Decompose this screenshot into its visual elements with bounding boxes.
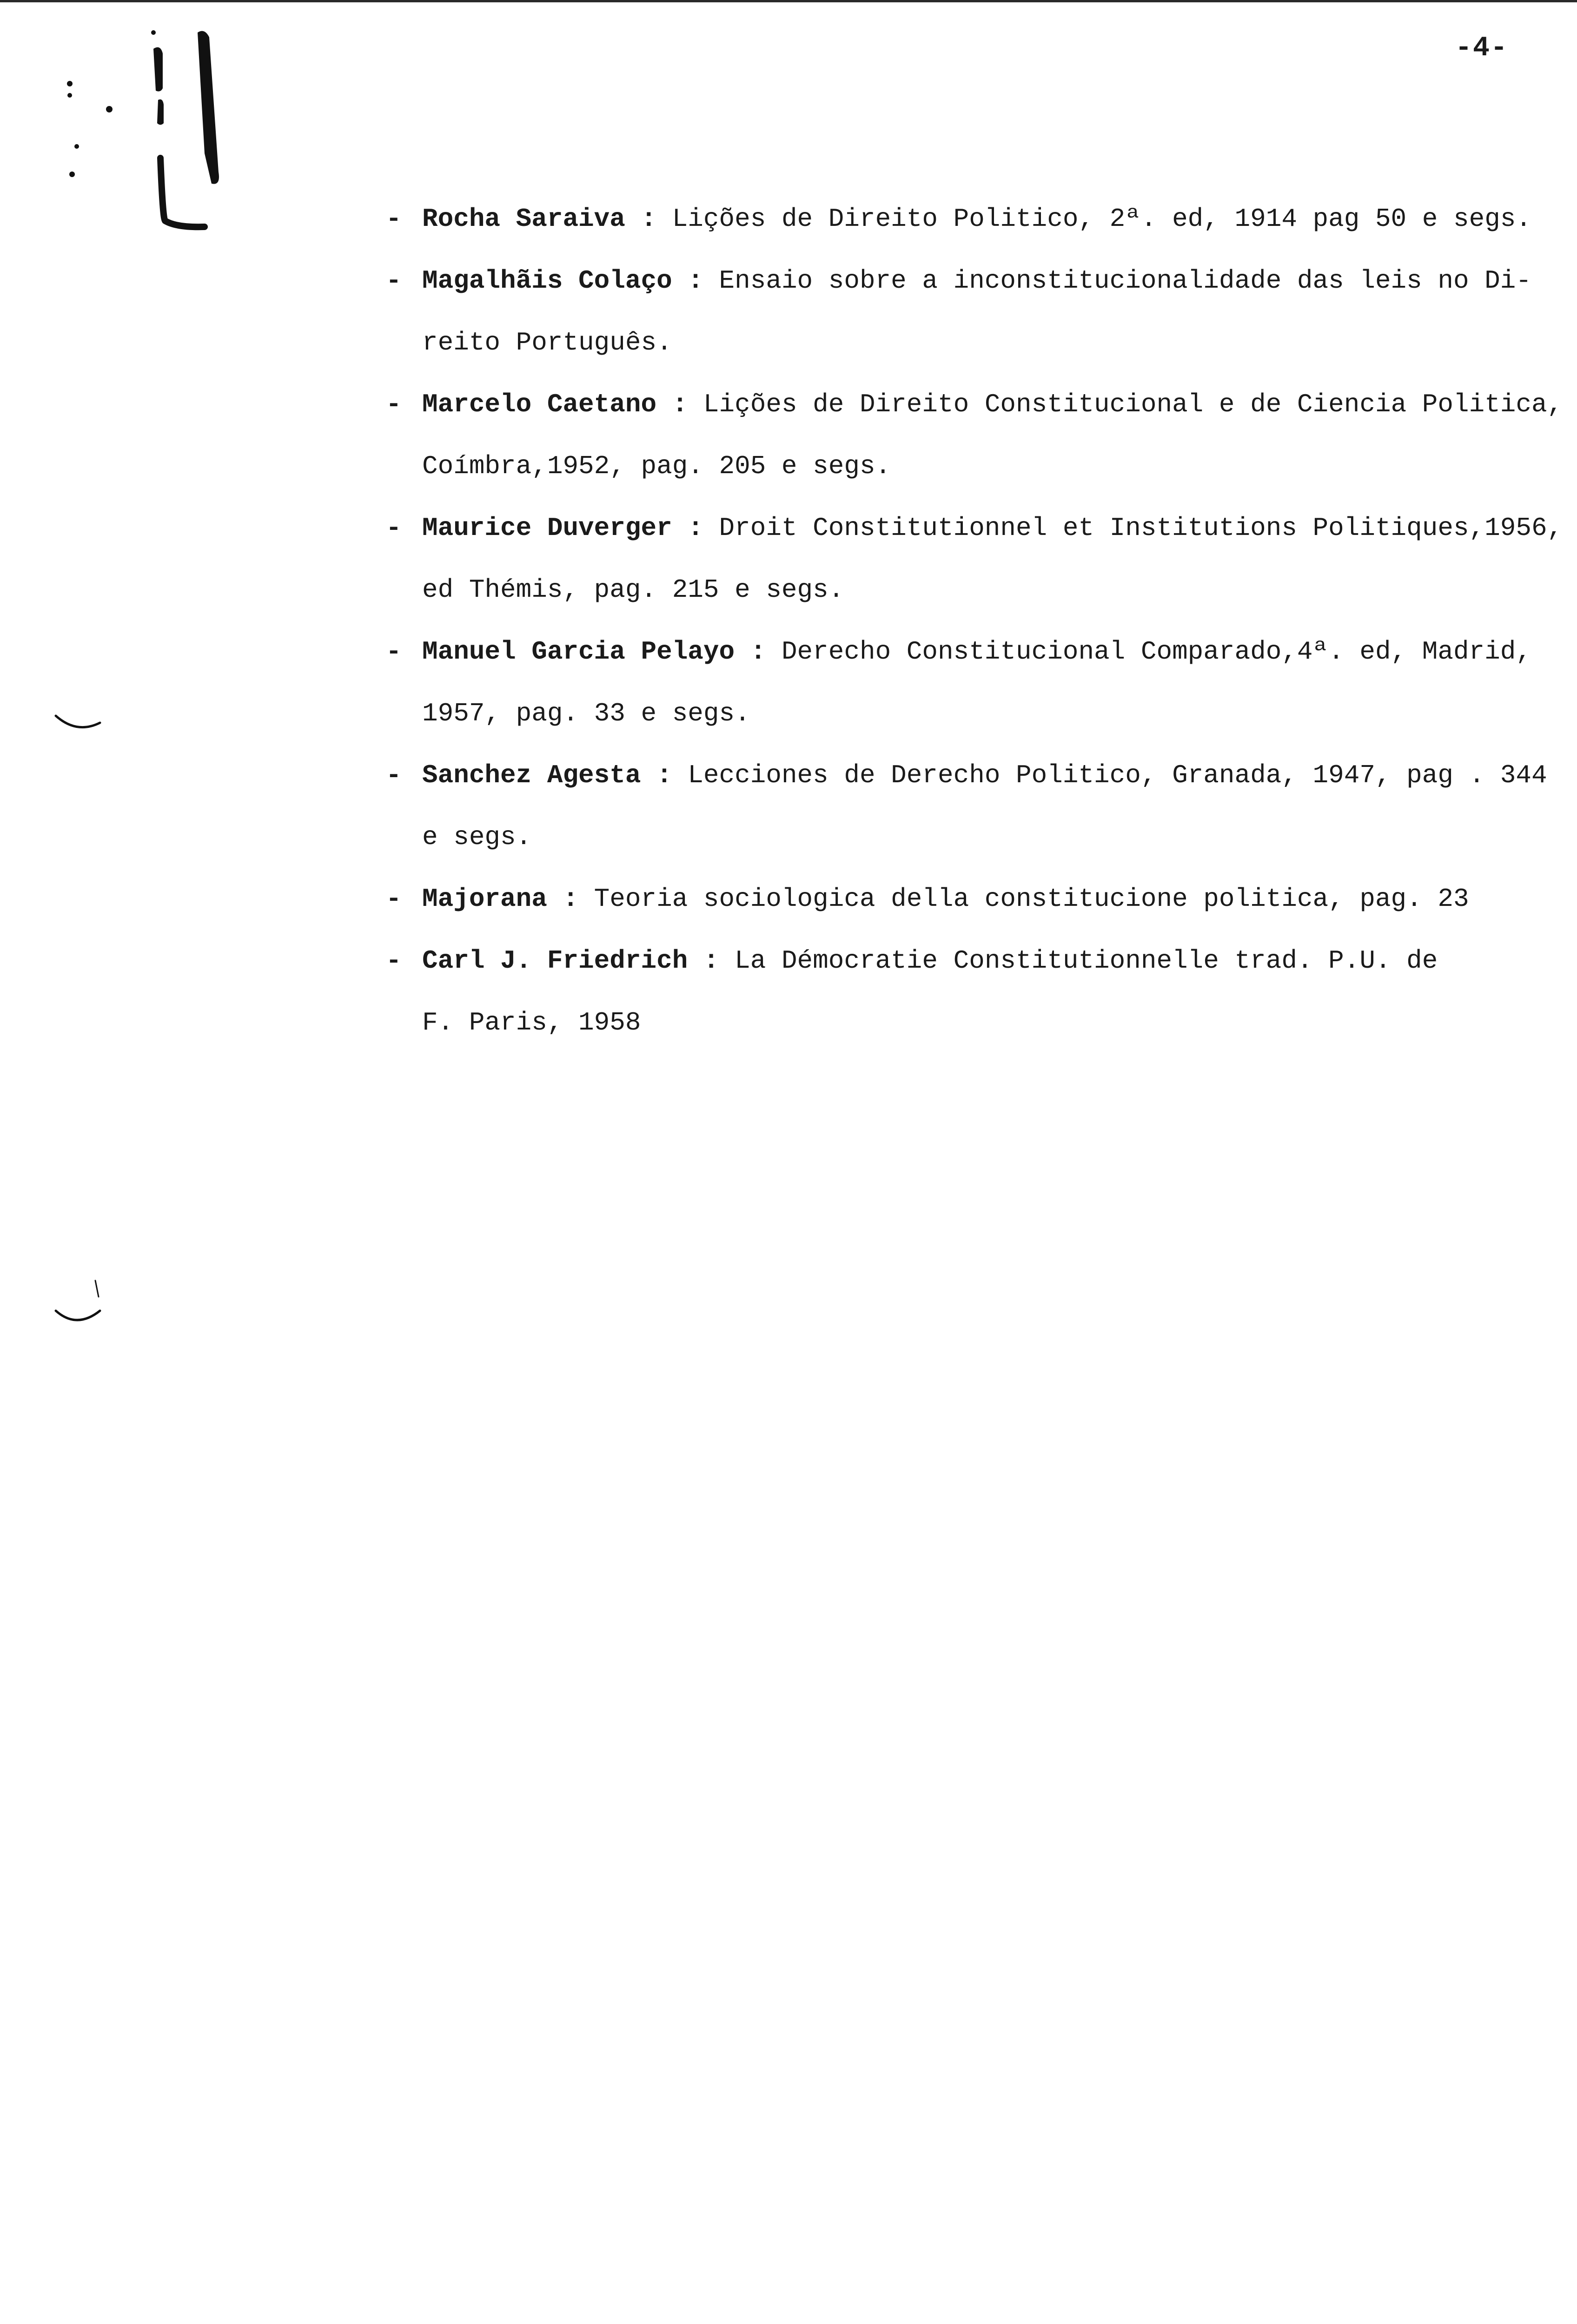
entry-author: Majorana: [422, 884, 547, 914]
entry-separator: :: [656, 390, 703, 419]
entry-author: Marcelo Caetano: [422, 390, 657, 419]
entry-separator: :: [625, 204, 672, 234]
bibliography-entry: [386, 621, 1557, 683]
bibliography-entry: [386, 868, 1557, 930]
entry-author: Sanchez Agesta: [422, 760, 641, 790]
binding-marks-decoration: [0, 0, 279, 1394]
entry-author: Maurice Duverger: [422, 513, 672, 543]
entry-text: ed Thémis, pag. 215 e segs.: [422, 575, 844, 605]
entry-text: Lecciones de Derecho Politico, Granada, 1947, pag . 344: [688, 760, 1547, 790]
entry-dash: -: [386, 760, 402, 790]
bibliography-entry-continuation: [386, 683, 1557, 745]
bibliography-entry-continuation: [386, 806, 1557, 868]
entry-text: Coímbra,1952, pag. 205 e segs.: [422, 451, 891, 481]
entry-author: Manuel Garcia Pelayo: [422, 637, 735, 667]
entry-text: reito Português.: [422, 328, 672, 357]
entry-dash: -: [386, 390, 402, 419]
entry-separator: :: [641, 760, 688, 790]
entry-text: Lições de Direito Constitucional e de Ciencia Politica,: [703, 390, 1563, 419]
bibliography-entry: [386, 745, 1557, 806]
entry-dash: -: [386, 946, 402, 976]
entry-text: Teoria sociologica della constitucione politica, pag. 23: [594, 884, 1469, 914]
entry-author: Magalhãis Colaço: [422, 266, 672, 296]
entry-separator: :: [735, 637, 782, 667]
bibliography-entry: [386, 497, 1563, 559]
entry-text: e segs.: [422, 822, 532, 852]
entry-separator: :: [672, 513, 719, 543]
entry-text: Lições de Direito Politico, 2ª. ed, 1914 pag 50 e segs.: [672, 204, 1532, 234]
entry-author: Carl J. Friedrich: [422, 946, 688, 976]
bibliography-entry: [386, 930, 1557, 992]
entry-dash: -: [386, 204, 402, 234]
entry-text: Derecho Constitucional Comparado,4ª. ed, Madrid,: [781, 637, 1531, 667]
entry-separator: :: [688, 946, 735, 976]
entry-dash: -: [386, 266, 402, 296]
entry-text: Droit Constitutionnel et Institutions Politiques,1956,: [719, 513, 1563, 543]
bibliography-entry-continuation: [386, 312, 1557, 374]
entry-text: F. Paris, 1958: [422, 1008, 641, 1037]
bibliography-entry-continuation: [386, 436, 1557, 497]
entry-separator: :: [547, 884, 594, 914]
bibliography-entry-continuation: [386, 992, 1557, 1054]
bibliography-entry-continuation: [386, 559, 1557, 621]
entry-dash: -: [386, 637, 402, 667]
entry-text: La Démocratie Constitutionnelle trad. P.U. de: [735, 946, 1438, 976]
bibliography-entry: [386, 374, 1563, 436]
entry-author: Rocha Saraiva: [422, 204, 625, 234]
bibliography-list: [386, 188, 1563, 1054]
entry-dash: -: [386, 513, 402, 543]
entry-separator: :: [672, 266, 719, 296]
entry-dash: -: [386, 884, 402, 914]
entry-text: Ensaio sobre a inconstitucionalidade das leis no Di-: [719, 266, 1531, 296]
bibliography-entry: [386, 250, 1557, 312]
page-number: -4-: [1455, 33, 1509, 64]
bibliography-entry: [386, 188, 1557, 250]
entry-text: 1957, pag. 33 e segs.: [422, 699, 750, 728]
